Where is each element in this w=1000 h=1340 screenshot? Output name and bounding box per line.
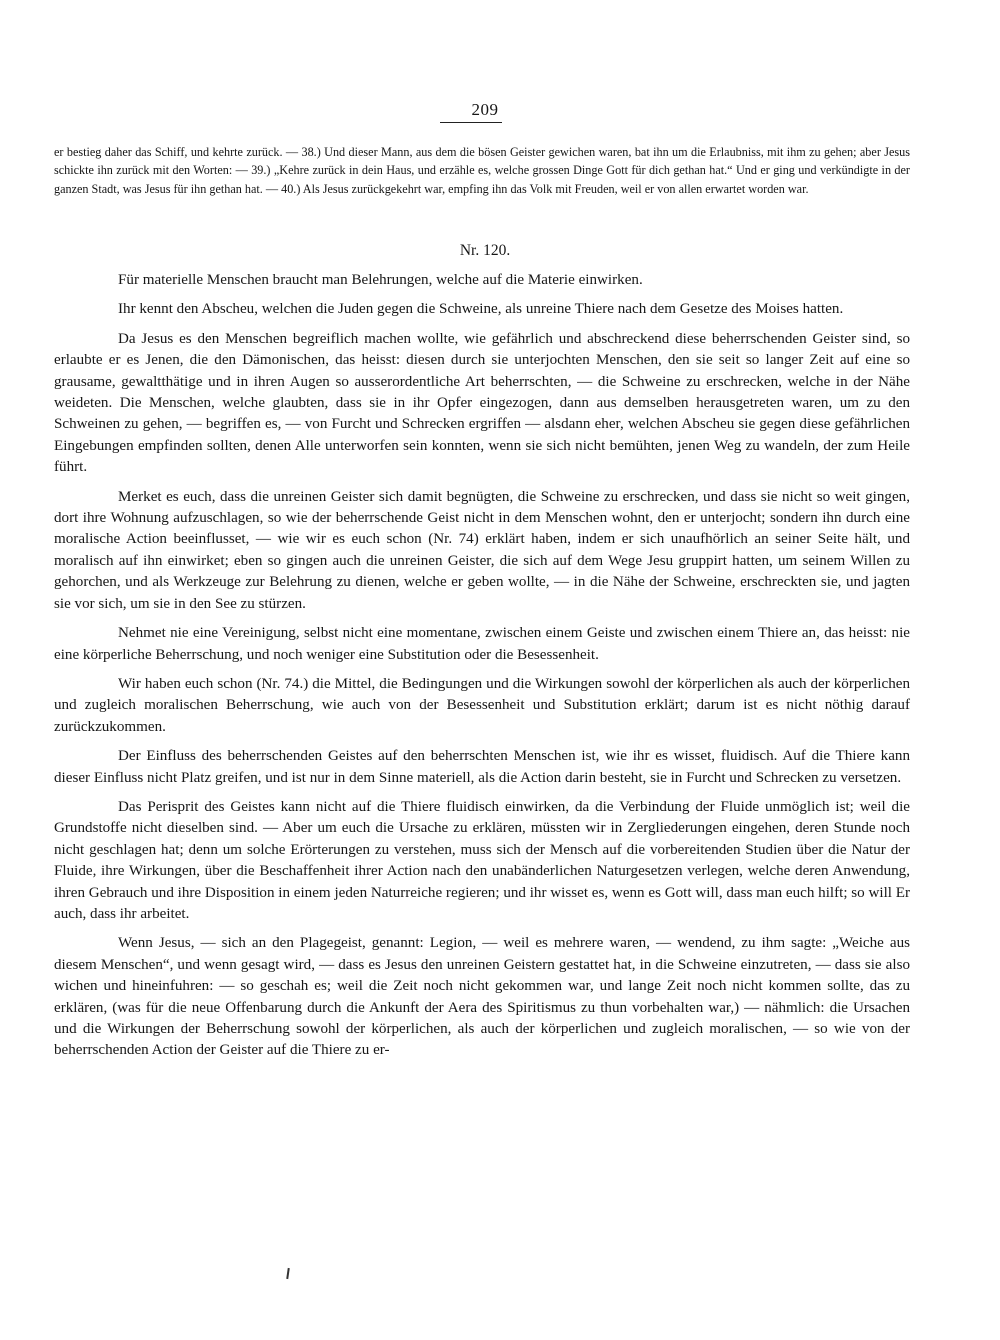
paragraph: Das Perisprit des Geistes kann nicht auf die Thiere fluidisch einwirken, da die Verbindung der Fluide unmöglich ist; weil die Grundstoffe nicht dieselben sind. — Aber um euch die Ursache zu erklären, müssten wir in Zergliederungen eingehen, deren Stunde noch nicht geschlagen hat; denn um solche Erörterungen zu verstehen, muss sich der Mensch auf die vorbereitenden Studien über die Natur der Fluide, ihre Wirkungen, über die Beschaffenheit ihrer Action nach den unabänderlichen Naturgesetzen verlegen, welche deren Anwendung, ihren Gebrauch und ihre Disposition in einem jeden Naturreiche regieren; und ihr wisset es, wenn es Gott will, dass man euch hilft; so will Er auch, dass ihr arbeitet. bbox=[54, 798, 910, 922]
footnote-text: er bestieg daher das Schiff, und kehrte zurück. — 38.) Und dieser Mann, aus dem die bösen Geister gewichen waren, bat ihn um die Erlaubniss, mit ihm zu gehen; aber Jesus schickte ihn zurück mit den Worten: — 39.) „Kehre zurück in dein Haus, und erzähle es, welche grossen Dinge Gott für dich gethan hat.“ Und er ging und verkündigte in der ganzen Stadt, was Jesus für ihn gethan hat. — 40.) Als Jesus zurückgekehrt war, empfing ihn das Volk mit Freuden, weil er von allen erwartet worden war. bbox=[54, 145, 910, 196]
paragraph: Für materielle Menschen braucht man Belehrungen, welche auf die Materie einwirken. bbox=[118, 272, 643, 288]
footnote-block bbox=[54, 143, 910, 198]
page-number-rule bbox=[440, 122, 502, 123]
paragraph: Ihr kennt den Abscheu, welchen die Juden gegen die Schweine, als unreine Thiere nach dem Gesetze des Moises hatten. bbox=[118, 301, 844, 318]
paragraph: Der Einfluss des beherrschenden Geistes auf den beherrschten Menschen ist, wie ihr es wisset, fluidisch. Auf die Thiere kann dieser Einfluss nicht Platz greifen, und ist nur in dem Sinne materiell, als die Action darin besteht, sie in Furcht und Schrecken zu versetzen. bbox=[54, 748, 910, 786]
paragraph: Wir haben euch schon (Nr. 74.) die Mittel, die Bedingungen und die Wirkungen sowohl der körperlichen als auch der körperlichen und zugleich moralischen Beherrschung, wie auch von der Besessenheit und Substitution erklärt; darum ist es nicht nöthig darauf zurückzukommen. bbox=[54, 675, 910, 735]
stray-ink-mark bbox=[286, 1268, 290, 1279]
body-text bbox=[54, 270, 910, 1070]
page-number: 209 bbox=[471, 100, 499, 119]
paragraph: Da Jesus es den Menschen begreiflich machen wollte, wie gefährlich und abschreckend diese beherrschenden Geister sind, so erlaubte er es Jenen, die den Dämonischen, das heisst: diesen durch sie unterjochten Menschen, den sie seit so langer Zeit auf eine so grausame, gewaltthätige und in ihren Augen so ausserordentliche Art beherrschten, — die Schweine zu erschrecken, welche in der Nähe weideten. Die Menschen, welche glaubten, dass sie in ihr Opfer eingezogen, dann aus demselben herausgetreten waren, um zu den Schweinen zu gehen, — begriffen es, — von Furcht und Schrecken ergriffen — alsdann eher, welchen Abscheu sie gegen diese gefährlichen Eingebungen empfinden sollten, denen Alle unterworfen sein konnten, wenn sie sich nicht bemühten, jenen Weg zu wandeln, der zum Heile führt. bbox=[54, 330, 910, 476]
paragraph: Wenn Jesus, — sich an den Plagegeist, genannt: Legion, — weil es mehrere waren, — wendend, zu ihm sagte: „Weiche aus diesem Menschen“, und wenn gesagt wird, — dass es Jesus den unreinen Geistern gestattet hat, in die Schweine einzutreten, — dass sie also wichen und hineinfuhren: — so geschah es; weil die Zeit noch nicht gekommen war, und lange Zeit noch nicht kommen sollte, das zu erklären, (was für die neue Offenbarung durch die Ankunft der Aera des Spiritismus zu thun vorbehalten war,) — nähmlich: die Ursachen und die Wirkungen der Beherrschung sowohl der körperlichen, als auch der körperlichen und zugleich moralischen, — so wie von der beherrschenden Action der Geister auf die Thiere zu er- bbox=[54, 935, 910, 1059]
section-title: Nr. 120. bbox=[459, 242, 511, 259]
paragraph: Merket es euch, dass die unreinen Geister sich damit begnügten, die Schweine zu erschrecken, und dass sie nicht so weit gingen, dort ihre Wohnung aufzuschlagen, so wie der beherrschende Geist nicht in dem Menschen wohnt, den er unterjocht; sondern ihn durch eine moralische Action beeinflusset, — wie wir es euch schon (Nr. 74) erklärt haben, indem er sich unaufhörlich an seiner Seite hält, und moralisch auf ihn einwirket; eben so gingen auch die unreinen Geister, die sich auf dem Wege Jesu gruppirt hatten, um seinem Willen zu gehorchen, und als Werkzeuge zur Belehrung zu dienen, welche er geben wollte, — in die Nähe der Schweine, erschreckten sie, und jagten sie vor sich, um sie in den See zu stürzen. bbox=[54, 488, 910, 612]
paragraph: Nehmet nie eine Vereinigung, selbst nicht eine momentane, zwischen einem Geiste und zwischen einem Thiere an, das heisst: nie eine körperliche Beherrschung, und noch weniger eine Substitution oder die Besessenheit. bbox=[54, 625, 910, 663]
